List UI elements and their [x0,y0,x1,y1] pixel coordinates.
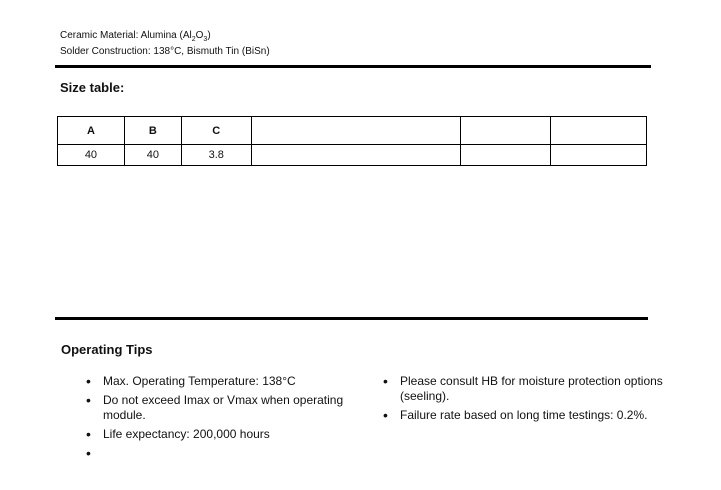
header-empty-3 [551,117,647,145]
size-table [57,116,647,166]
size-table-title: Size table: [60,80,125,95]
value-c: 3.8 [181,145,251,166]
tip-moisture-protection: • Please consult HB for moisture protection options (seeling). [380,374,680,404]
header-empty-1 [251,117,461,145]
divider-top [55,65,651,68]
ceramic-subscript-2: 2 [191,36,196,43]
header-b: B [124,117,181,145]
solder-construction-line: Solder Construction: 138°C, Bismuth Tin (BiSn) [60,46,270,57]
operating-tips-title: Operating Tips [61,342,153,357]
header-empty-2 [461,117,551,145]
material-spec [60,30,270,58]
value-empty-2 [461,145,551,166]
value-b: 40 [124,145,181,166]
ceramic-close-paren: ) [207,30,211,41]
tip-failure-rate: • Failure rate based on long time testings: 0.2%. [380,408,680,423]
ceramic-material-line [60,30,270,46]
header-c: C [181,117,251,145]
ceramic-subscript-3: 3 [203,36,208,43]
header-a: A [58,117,125,145]
value-a: 40 [58,145,125,166]
tip-life-expectancy: • Life expectancy: 200,000 hours [83,427,353,442]
size-table-header-row [58,117,647,145]
operating-tips-left-list [83,374,353,465]
tip-empty [83,446,353,461]
tip-imax-vmax: • Do not exceed Imax or Vmax when operating module. [83,393,353,423]
value-empty-1 [251,145,461,166]
size-table-value-row [58,145,647,166]
tip-max-temperature: • Max. Operating Temperature: 138°C [83,374,353,389]
operating-tips-right-list [380,374,680,427]
ceramic-label: Ceramic Material: Alumina (Al [60,30,192,41]
ceramic-oxygen: O [195,30,204,41]
value-empty-3 [551,145,647,166]
divider-bottom [55,317,648,320]
